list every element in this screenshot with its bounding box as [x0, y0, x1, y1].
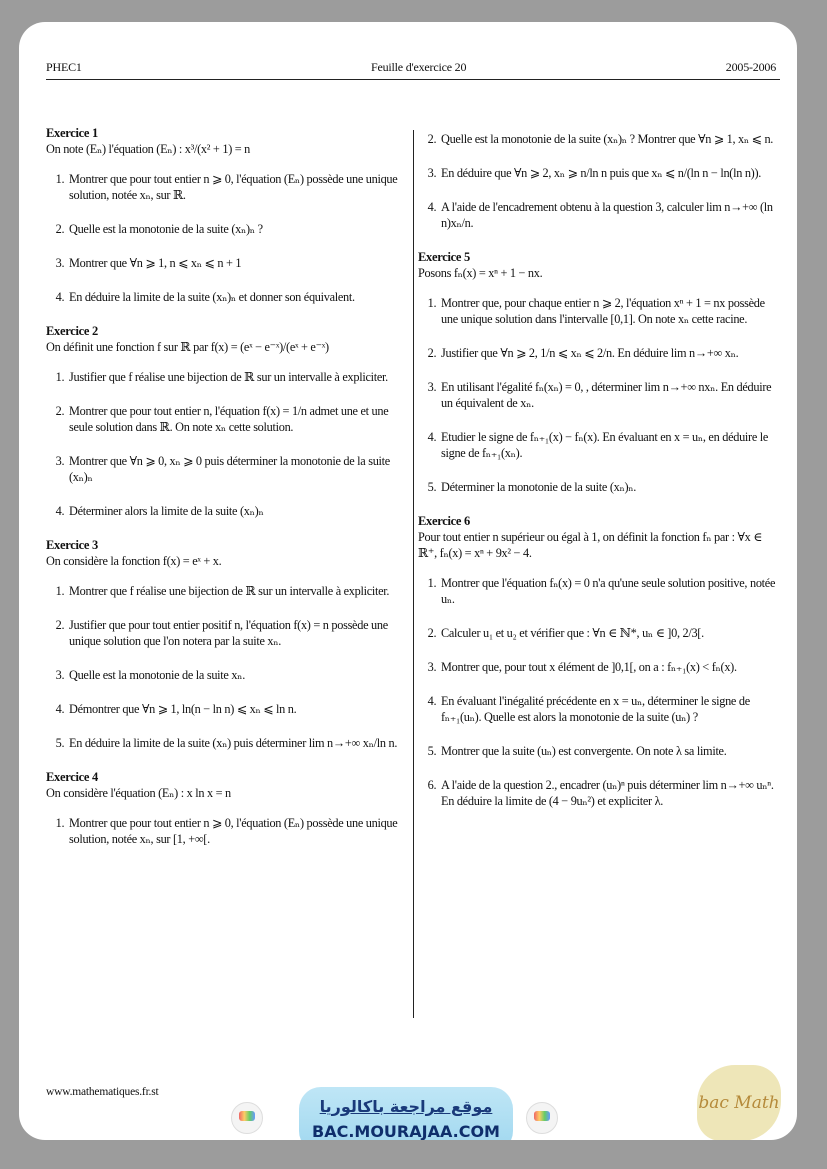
exercise-title: Exercice 1 — [46, 126, 98, 140]
question: 3. Montrer que ∀n ⩾ 0, xₙ ⩾ 0 puis déterminer la monotonie de la suite (xₙ)ₙ — [67, 453, 408, 485]
header-year: 2005-2006 — [725, 60, 776, 74]
exercise-1 — [46, 125, 408, 305]
question: 1. Justifier que f réalise une bijection de ℝ sur un intervalle à expliciter. — [67, 369, 408, 385]
question: 1. Montrer que, pour chaque entier n ⩾ 2, l'équation xⁿ + 1 = nx possède une unique solution dans l'intervalle [0,1]. On note xₙ cette racine. — [439, 295, 782, 327]
question: 6. A l'aide de la question 2., encadrer (uₙ)ⁿ puis déterminer lim n→+∞ uₙⁿ. En déduire la limite de (4 − 9uₙ²) et expliciter λ. — [439, 777, 782, 809]
exercise-intro: Posons fₙ(x) = xⁿ + 1 − nx. — [418, 266, 543, 280]
exercise-6 — [418, 513, 782, 809]
question: 2. Calculer u₁ et u₂ et vérifier que : ∀n ∈ ℕ*, uₙ ∈ ]0, 2/3[. — [439, 625, 782, 641]
header-title: Feuille d'exercice 20 — [371, 60, 467, 74]
question: 3. En déduire que ∀n ⩾ 2, xₙ ⩾ n/ln n puis que xₙ ⩽ n/(ln n − ln(ln n)). — [439, 165, 782, 181]
question: 2. Quelle est la monotonie de la suite (xₙ)ₙ ? — [67, 221, 408, 237]
question: 2. Justifier que pour tout entier positif n, l'équation f(x) = n possède une unique solution que l'on notera par la suite xₙ. — [67, 617, 408, 649]
exercise-title: Exercice 5 — [418, 250, 470, 264]
question: 3. Montrer que, pour tout x élément de ]0,1[, on a : fₙ₊₁(x) < fₙ(x). — [439, 659, 782, 675]
question: 4. Etudier le signe de fₙ₊₁(x) − fₙ(x). En évaluant en x = uₙ, en déduire le signe de fₙ₊₁(xₙ). — [439, 429, 782, 461]
exercise-4 — [46, 769, 408, 847]
left-column — [46, 125, 408, 865]
exercise-2 — [46, 323, 408, 519]
question: 5. Montrer que la suite (uₙ) est convergente. On note λ sa limite. — [439, 743, 782, 759]
question: 4. A l'aide de l'encadrement obtenu à la question 3, calculer lim n→+∞ (ln n)xₙ/n. — [439, 199, 782, 231]
column-divider — [413, 130, 414, 1018]
bac-math-logo: bac Math — [697, 1065, 781, 1140]
exercise-title: Exercice 4 — [46, 770, 98, 784]
exercise-intro: On considère la fonction f(x) = eˣ + x. — [46, 554, 222, 568]
question: 4. En évaluant l'inégalité précédente en x = uₙ, déterminer le signe de fₙ₊₁(uₙ). Quelle est alors la monotonie de la suite (uₙ) ? — [439, 693, 782, 725]
question: 5. En déduire la limite de la suite (xₙ) puis déterminer lim n→+∞ xₙ/ln n. — [67, 735, 408, 751]
exercise-title: Exercice 2 — [46, 324, 98, 338]
question: 3. Quelle est la monotonie de la suite xₙ. — [67, 667, 408, 683]
exercise-intro: On note (Eₙ) l'équation (Eₙ) : x³/(x² + 1) = n — [46, 142, 251, 156]
header-class: PHEC1 — [46, 60, 82, 74]
exercise-5 — [418, 249, 782, 495]
exercise-intro: On considère l'équation (Eₙ) : x ln x = n — [46, 786, 231, 800]
promo-banner[interactable] — [299, 1087, 513, 1140]
question: 4. En déduire la limite de la suite (xₙ)ₙ et donner son équivalent. — [67, 289, 408, 305]
question: 2. Justifier que ∀n ⩾ 2, 1/n ⩽ xₙ ⩽ 2/n. En déduire lim n→+∞ xₙ. — [439, 345, 782, 361]
footer-site-link[interactable]: www.mathematiques.fr.st — [46, 1086, 159, 1098]
question: 4. Déterminer alors la limite de la suite (xₙ)ₙ — [67, 503, 408, 519]
exercise-title: Exercice 3 — [46, 538, 98, 552]
banner-arabic-text: موقع مراجعة باكالوريا — [319, 1097, 493, 1116]
right-column — [418, 131, 782, 827]
question: 1. Montrer que pour tout entier n ⩾ 0, l'équation (Eₙ) possède une unique solution, notée xₙ, sur [1, +∞[. — [67, 815, 408, 847]
book-icon — [231, 1102, 263, 1134]
question: 2. Quelle est la monotonie de la suite (xₙ)ₙ ? Montrer que ∀n ⩾ 1, xₙ ⩽ n. — [439, 131, 782, 147]
document-page — [19, 22, 797, 1140]
book-icon — [526, 1102, 558, 1134]
question: 3. En utilisant l'égalité fₙ(xₙ) = 0, , déterminer lim n→+∞ nxₙ. En déduire un équivalent de xₙ. — [439, 379, 782, 411]
question: 2. Montrer que pour tout entier n, l'équation f(x) = 1/n admet une et une seule solution dans ℝ. On note xₙ cette solution. — [67, 403, 408, 435]
question: 1. Montrer que l'équation fₙ(x) = 0 n'a qu'une seule solution positive, notée uₙ. — [439, 575, 782, 607]
exercise-title: Exercice 6 — [418, 514, 470, 528]
question: 5. Déterminer la monotonie de la suite (xₙ)ₙ. — [439, 479, 782, 495]
exercise-4-continued — [418, 131, 782, 231]
banner-url[interactable]: BAC.MOURAJAA.COM — [312, 1122, 500, 1140]
question: 3. Montrer que ∀n ⩾ 1, n ⩽ xₙ ⩽ n + 1 — [67, 255, 408, 271]
question: 4. Démontrer que ∀n ⩾ 1, ln(n − ln n) ⩽ xₙ ⩽ ln n. — [67, 701, 408, 717]
question: 1. Montrer que pour tout entier n ⩾ 0, l'équation (Eₙ) possède une unique solution, notée xₙ, sur ℝ. — [67, 171, 408, 203]
exercise-3 — [46, 537, 408, 751]
exercise-intro: Pour tout entier n supérieur ou égal à 1, on définit la fonction fₙ par : ∀x ∈ ℝ⁺, fₙ(x) = xⁿ + 9x² − 4. — [418, 530, 763, 560]
header-rule — [46, 79, 780, 80]
exercise-intro: On définit une fonction f sur ℝ par f(x) = (eˣ − e⁻ˣ)/(eˣ + e⁻ˣ) — [46, 340, 329, 354]
question: 1. Montrer que f réalise une bijection de ℝ sur un intervalle à expliciter. — [67, 583, 408, 599]
